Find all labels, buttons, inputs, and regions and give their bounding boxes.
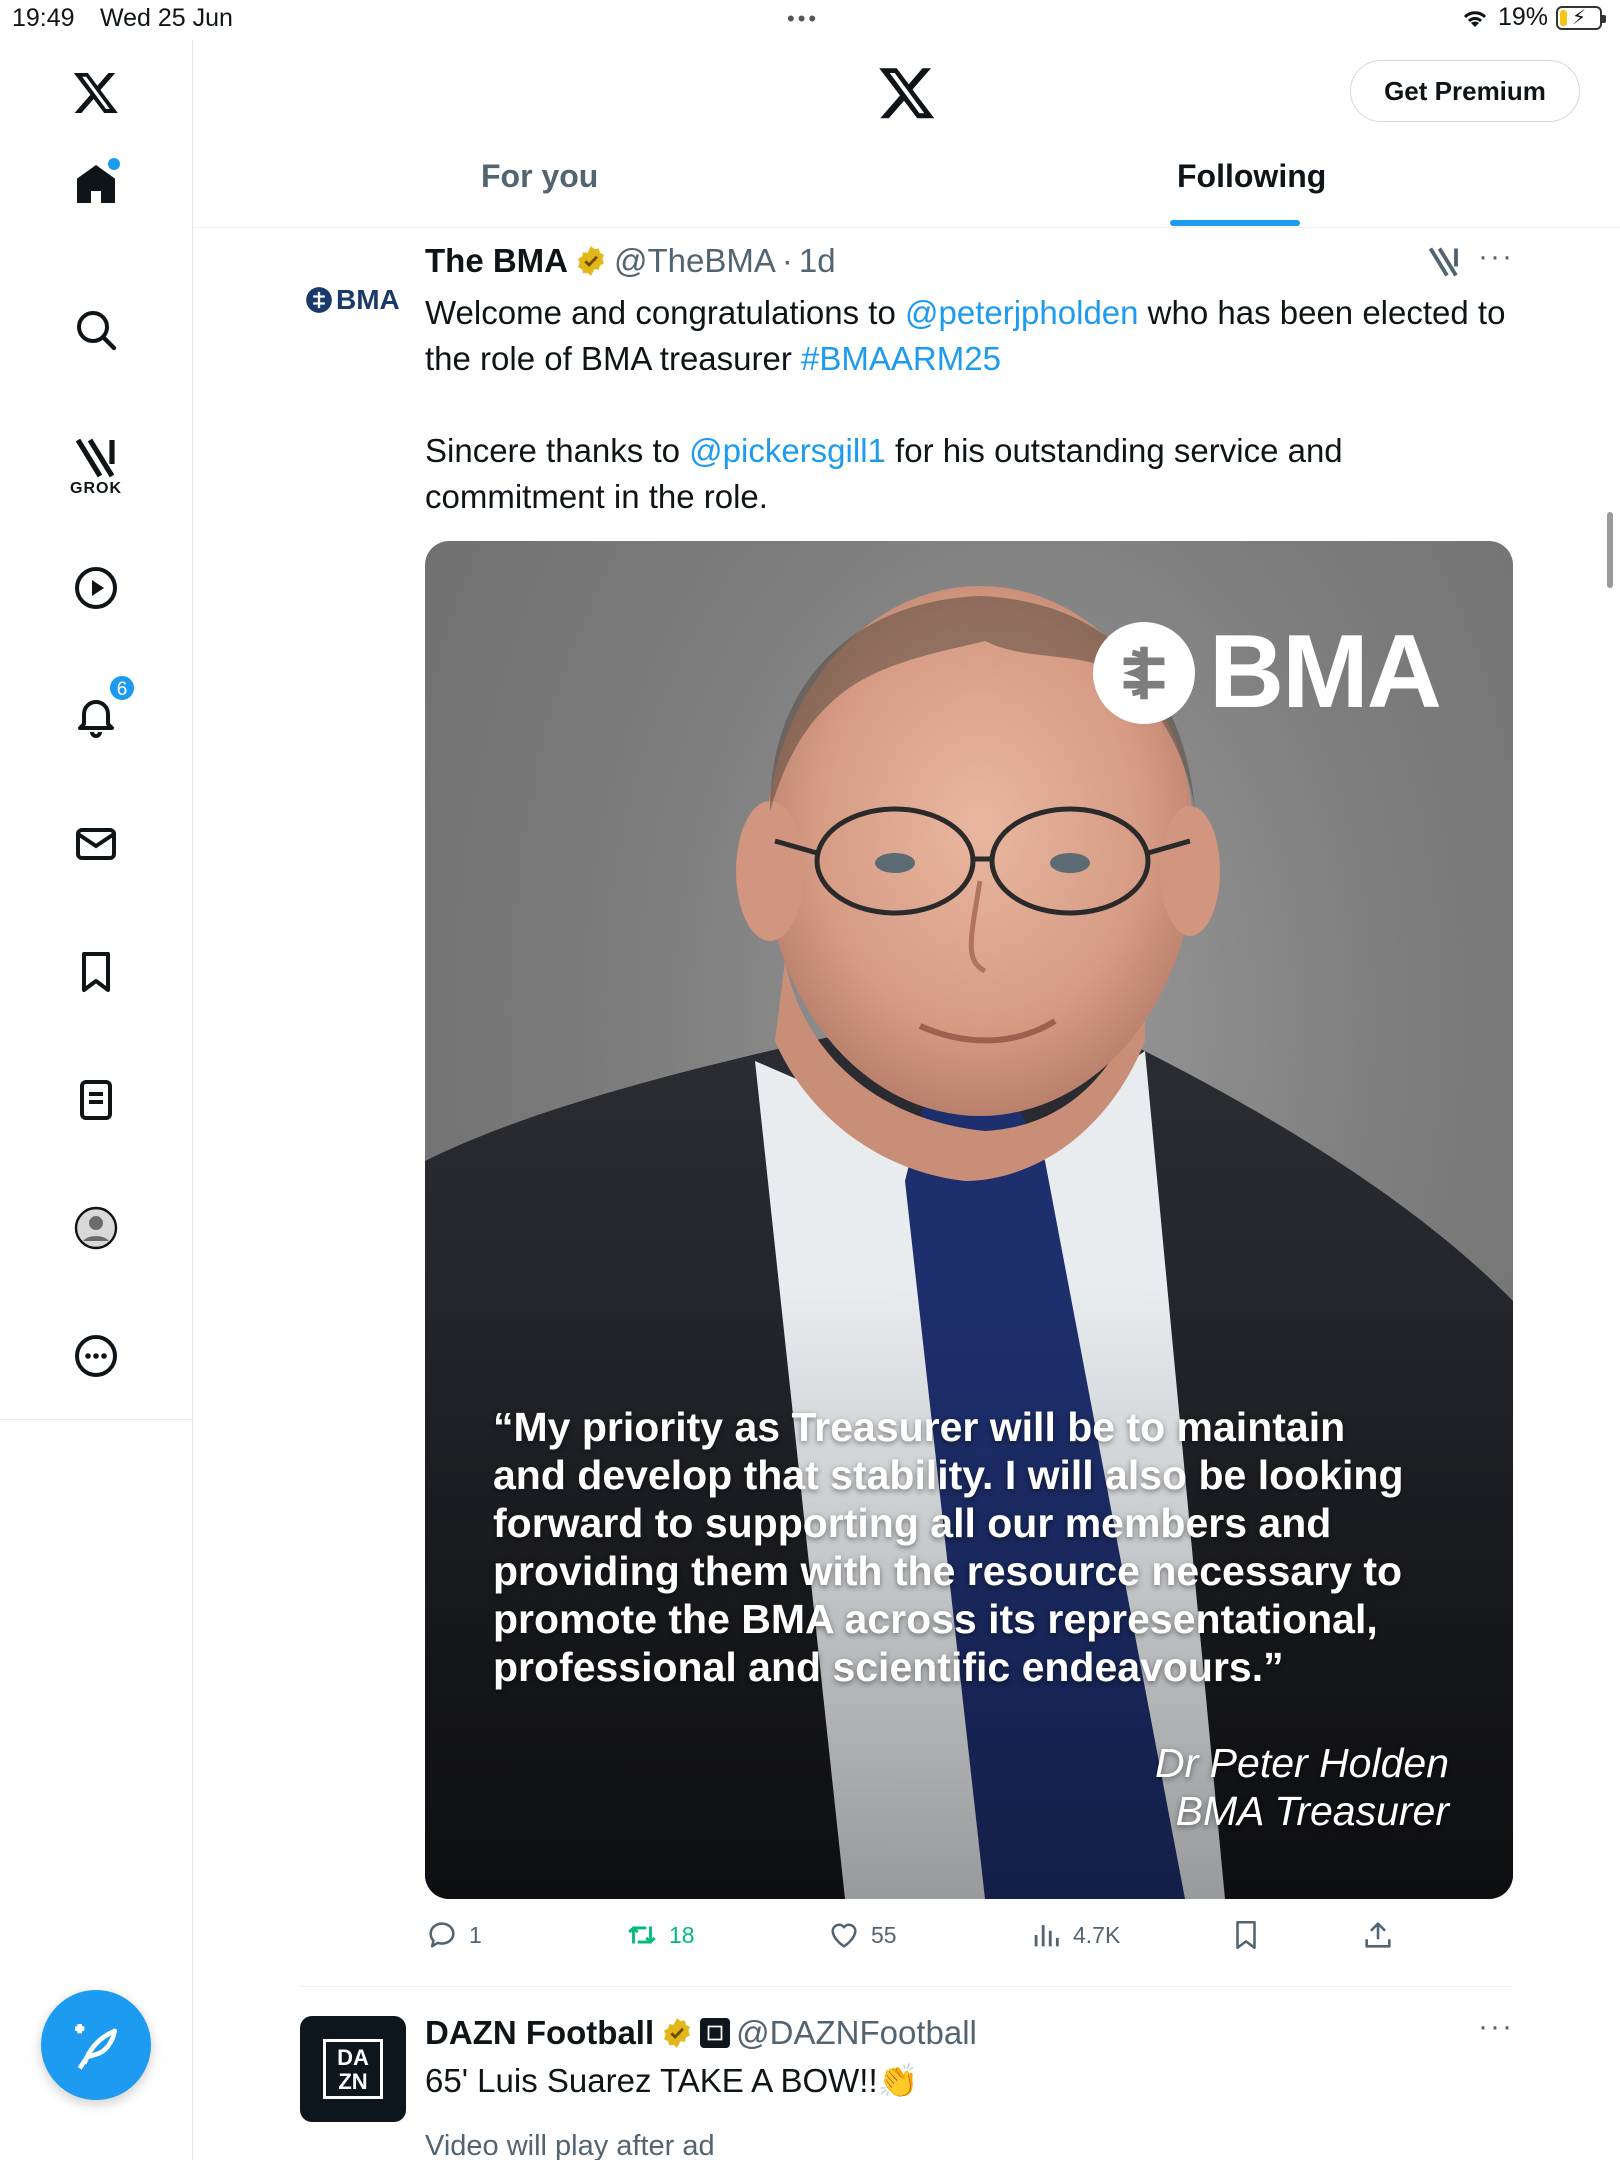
home-unread-dot (108, 158, 120, 170)
charging-bolt-icon: ⚡ (1572, 6, 1587, 29)
verified-gold-icon (660, 2016, 694, 2050)
quote-line: and develop that stability. I will also be looking (493, 1452, 1404, 1498)
tweet-actions (425, 1918, 1485, 1958)
bookmark-icon (1229, 1918, 1263, 1952)
quote-line: forward to supporting all our members and (493, 1500, 1332, 1546)
author-handle[interactable]: @DAZNFootball (736, 2014, 977, 2051)
get-premium-button[interactable]: Get Premium (1350, 60, 1580, 122)
portrait-photo (425, 541, 1513, 1899)
video-ad-notice: Video will play after ad (425, 2130, 715, 2160)
verified-gold-icon (574, 244, 608, 278)
x-logo-icon[interactable] (877, 62, 937, 122)
home-icon[interactable] (66, 154, 126, 214)
mention-link[interactable]: @peterjpholden (905, 294, 1139, 331)
video-icon[interactable] (66, 558, 126, 618)
tab-following[interactable]: Following (1177, 158, 1327, 194)
views-count: 4.7K (1073, 1921, 1121, 1948)
tweet-more-icon[interactable]: ··· (1478, 240, 1514, 273)
avatar-text: BMA (336, 284, 400, 315)
status-indicators (1460, 3, 1602, 32)
tweet-header (425, 2014, 977, 2052)
grok-label: GROK (70, 480, 122, 497)
battery-percent: 19% (1497, 3, 1548, 31)
lists-icon[interactable] (66, 1070, 126, 1130)
tweet-text (425, 290, 1515, 520)
tweet-text-segment: Welcome and congratulations to (425, 294, 905, 331)
scrollbar[interactable] (1607, 512, 1613, 588)
reply-count: 1 (469, 1921, 482, 1948)
views-button[interactable] (1029, 1918, 1120, 1952)
battery-icon (1556, 6, 1602, 30)
bookmark-button[interactable] (1229, 1918, 1263, 1952)
dazn-logo: DA ZN (323, 2039, 383, 2099)
avatar[interactable] (305, 280, 401, 320)
profile-icon[interactable] (66, 1198, 126, 1258)
bma-emblem-icon (1093, 622, 1195, 724)
quote-line: providing them with the resource necessary to (493, 1548, 1403, 1594)
status-time: 19:49 (12, 4, 75, 32)
share-icon (1361, 1918, 1395, 1952)
tweet-time[interactable]: 1d (798, 242, 836, 279)
bma-logo-icon (305, 286, 333, 314)
compose-button[interactable] (41, 1990, 151, 2100)
reply-icon (425, 1918, 459, 1952)
tweet-more-icon[interactable]: ··· (1478, 2010, 1514, 2043)
grok-explain-icon[interactable] (1426, 244, 1462, 280)
affiliate-badge-icon (700, 2018, 730, 2048)
signature-title: BMA Treasurer (1175, 1788, 1449, 1834)
views-bar-chart-icon (1029, 1918, 1063, 1952)
hashtag-link[interactable]: #BMAARM25 (801, 340, 1001, 377)
status-date: Wed 25 Jun (100, 4, 233, 32)
sidebar-divider (192, 1420, 193, 2160)
retweet-icon (625, 1918, 659, 1952)
signature-name: Dr Peter Holden (1155, 1740, 1449, 1786)
wifi-icon (1460, 6, 1490, 30)
avatar[interactable] (300, 2016, 406, 2122)
share-button[interactable] (1361, 1918, 1395, 1952)
status-bar (0, 0, 1620, 40)
like-button[interactable] (827, 1918, 897, 1952)
mail-icon[interactable] (66, 814, 126, 874)
reply-button[interactable] (425, 1918, 482, 1952)
tweet-divider (300, 1986, 1512, 1987)
image-quote (493, 1403, 1483, 1691)
battery-level (1560, 10, 1567, 26)
search-icon[interactable] (66, 300, 126, 360)
tab-for-you[interactable]: For you (481, 158, 599, 194)
more-icon[interactable] (66, 1326, 126, 1386)
tweet-text-segment: Sincere thanks to (425, 432, 690, 469)
tweet-image[interactable] (425, 541, 1513, 1899)
tweet-text: 65' Luis Suarez TAKE A BOW!!👏 (425, 2062, 919, 2099)
quote-line: promote the BMA across its representational, (493, 1596, 1378, 1642)
mention-link[interactable]: @pickersgill1 (689, 432, 886, 469)
active-tab-indicator (1170, 220, 1300, 226)
tweet-text-segment: for his outstanding service and commitment in the role. (425, 432, 1343, 515)
grok-icon[interactable] (66, 428, 126, 497)
multitasking-dots-icon[interactable]: ••• (787, 6, 820, 31)
tweet-header (425, 242, 836, 280)
bma-logo (1093, 613, 1440, 732)
heart-icon (827, 1918, 861, 1952)
tweet-text-segment: who has been elected to the role of BMA treasurer (425, 294, 1506, 377)
author-name[interactable]: DAZN Football (425, 2014, 655, 2051)
bell-icon[interactable] (66, 679, 128, 746)
author-name[interactable]: The BMA (425, 242, 568, 279)
time-separator: · (781, 242, 793, 279)
notifications-badge: 6 (108, 674, 136, 702)
quote-line: “My priority as Treasurer will be to maintain (493, 1404, 1346, 1450)
author-handle[interactable]: @TheBMA (614, 242, 776, 279)
compose-feather-icon (68, 2017, 124, 2073)
image-signature (1155, 1739, 1449, 1835)
bookmark-icon[interactable] (66, 942, 126, 1002)
like-count: 55 (871, 1921, 897, 1948)
retweet-button[interactable] (625, 1918, 695, 1952)
bma-logo-text: BMA (1209, 614, 1440, 730)
quote-line: professional and scientific endeavours.” (493, 1644, 1284, 1690)
x-logo-icon[interactable] (66, 62, 126, 122)
sidebar (0, 40, 193, 1420)
retweet-count: 18 (669, 1921, 695, 1948)
timeline-header (193, 40, 1620, 228)
